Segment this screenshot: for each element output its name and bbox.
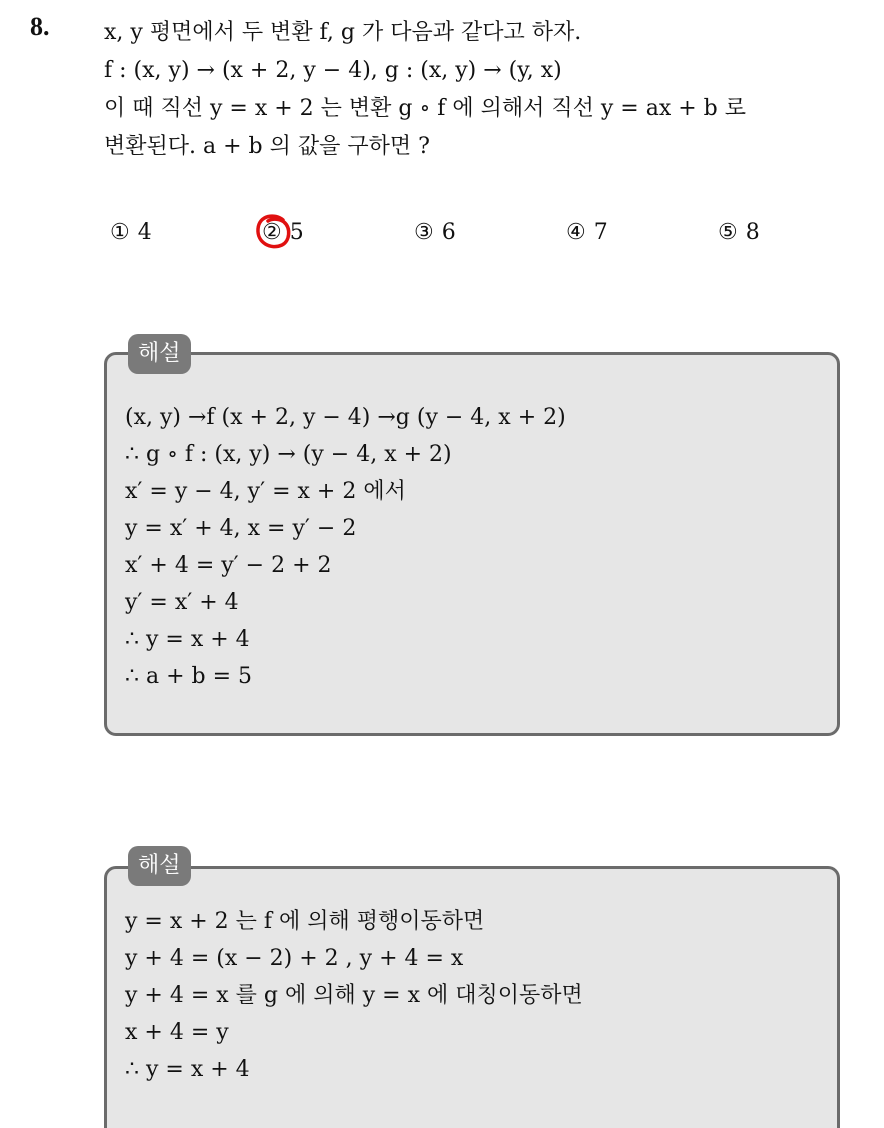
choice-value: 8 — [745, 220, 760, 245]
choice-number: ⑤ — [718, 220, 738, 245]
answer-choices — [0, 216, 884, 256]
solution-line: y = x′ + 4, x = y′ − 2 — [125, 516, 357, 541]
choice-3[interactable] — [414, 220, 456, 245]
choice-value: 6 — [441, 220, 456, 245]
solution-line: x + 4 = y — [125, 1020, 229, 1045]
solution-line: ∴ y = x + 4 — [125, 1057, 250, 1082]
choice-value: 7 — [593, 220, 608, 245]
solution-line: (x, y) →f (x + 2, y − 4) →g (y − 4, x + 2) — [125, 405, 566, 430]
solution-box-2 — [104, 866, 840, 1128]
choice-value: 5 — [289, 220, 304, 245]
choice-1[interactable] — [110, 220, 152, 245]
solution-line: y = x + 2 는 f 에 의해 평행이동하면 — [125, 909, 485, 934]
solution-line: x′ = y − 4, y′ = x + 2 에서 — [125, 479, 406, 504]
solution-line: ∴ g ∘ f : (x, y) → (y − 4, x + 2) — [125, 442, 452, 467]
solution-line: y′ = x′ + 4 — [125, 590, 239, 615]
question-line: 이 때 직선 y = x + 2 는 변환 g ∘ f 에 의해서 직선 y = ax + b 로 — [104, 96, 746, 121]
choice-5[interactable] — [718, 220, 760, 245]
solution-box-1 — [104, 352, 840, 736]
solution-tag-2: 해설 — [128, 846, 191, 886]
choice-number: ② — [262, 220, 282, 245]
solution-line: x′ + 4 = y′ − 2 + 2 — [125, 553, 332, 578]
choice-4[interactable] — [566, 220, 608, 245]
choice-number: ④ — [566, 220, 586, 245]
question-number: 8. — [30, 12, 50, 41]
solution-tag-1: 해설 — [128, 334, 191, 374]
solution-lines — [125, 903, 583, 1088]
answer-circle-mark-icon — [253, 212, 293, 252]
solution-line: ∴ a + b = 5 — [125, 664, 253, 689]
solution-line: ∴ y = x + 4 — [125, 627, 250, 652]
question-line: x, y 평면에서 두 변환 f, g 가 다음과 같다고 하자. — [104, 20, 582, 45]
choice-number: ③ — [414, 220, 434, 245]
choice-number: ① — [110, 220, 130, 245]
question-body — [104, 14, 874, 166]
question-line: f : (x, y) → (x + 2, y − 4), g : (x, y) → (y, x) — [104, 58, 562, 83]
solution-lines — [125, 399, 566, 695]
question-line: 변환된다. a + b 의 값을 구하면 ? — [104, 134, 430, 159]
choice-value: 4 — [137, 220, 152, 245]
solution-line: y + 4 = (x − 2) + 2 , y + 4 = x — [125, 946, 464, 971]
solution-line: y + 4 = x 를 g 에 의해 y = x 에 대칭이동하면 — [125, 983, 583, 1008]
